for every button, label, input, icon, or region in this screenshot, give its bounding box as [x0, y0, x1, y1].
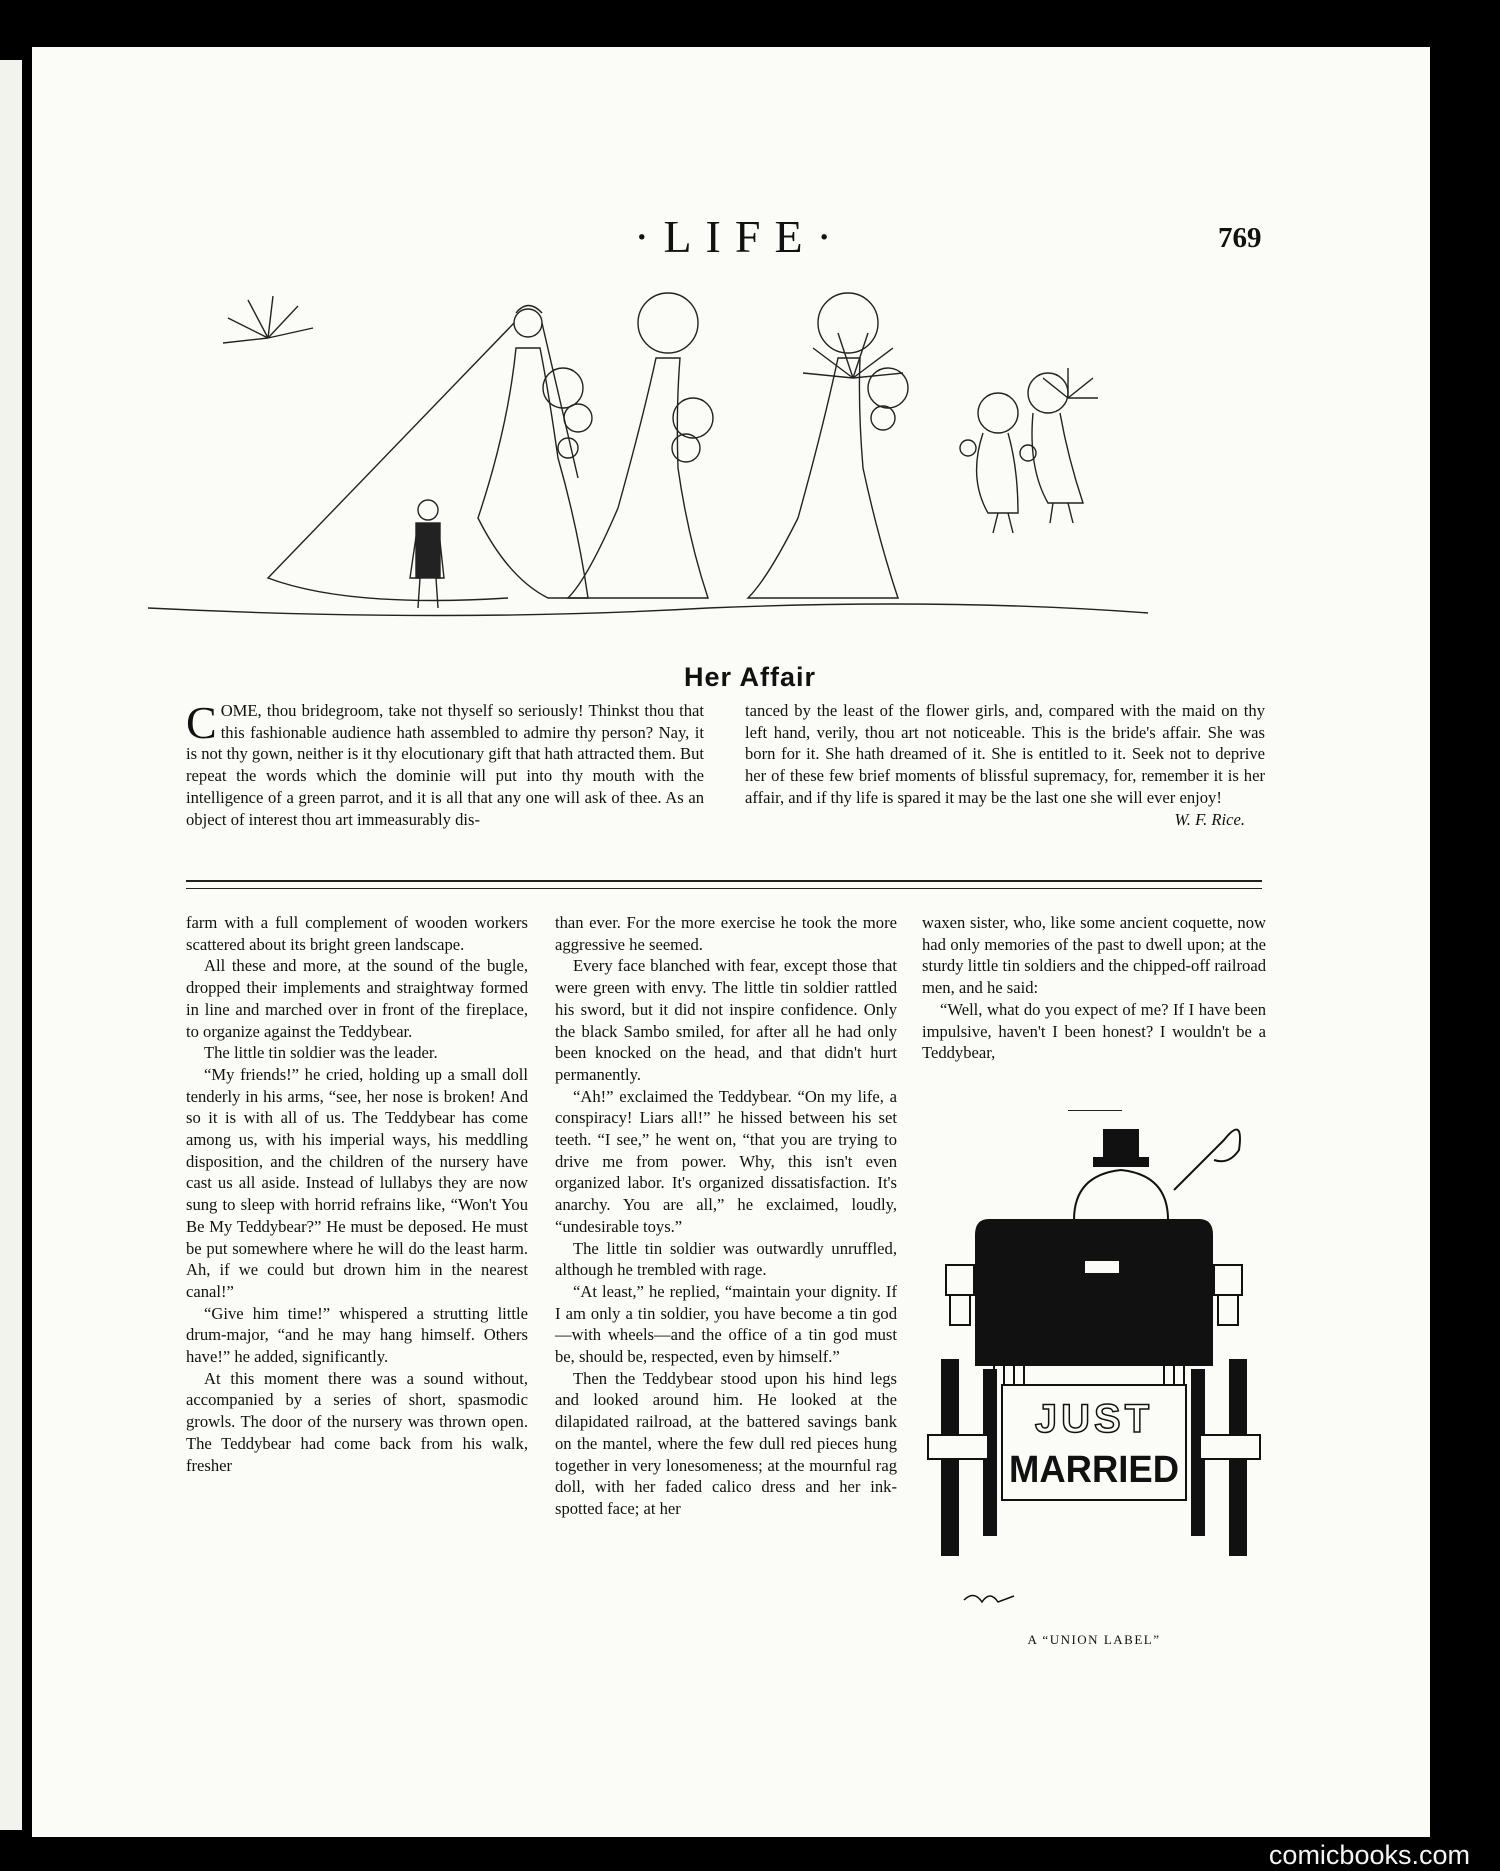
- firework-burst-center: [803, 333, 903, 378]
- article-text-left: OME, thou bridegroom, take not thyself so seriously! Thinkst thou that this fashionable audience hath assembled to admire thy person? Nay, it is not thy gown, neither is it thy elocutionary gift that hath attracted them. But repeat the words which the dominie will put into thy mouth with the intelligence of a green parrot, and it is all that any one will ask of thee. As an object of interest thou art immeasurably dis-: [186, 701, 704, 829]
- sign-line-married: MARRIED: [1009, 1449, 1179, 1491]
- paragraph: All these and more, at the sound of the bugle, dropped their implements and straightway formed in line and marched over in front of the fireplace, to organize against the Teddybear.: [186, 956, 528, 1041]
- cartoon-caption: A “UNION LABEL”: [1027, 1632, 1161, 1647]
- story-column-2: [555, 912, 897, 1520]
- paragraph: “At least,” he replied, “maintain your dignity. If I am only a tin soldier, you have become a tin god—with wheels—and the office of a tin god must be, should be, respected, even by himself.”: [555, 1281, 897, 1367]
- drop-cap: C: [186, 697, 217, 748]
- story-column-3: [922, 912, 1266, 1064]
- paragraph: Every face blanched with fear, except those that were green with envy. The little tin soldier rattled his sword, but it did not inspire confidence. Only the black Sambo smiled, for after all he had only been knocked on the head, and that didn't hurt permanently.: [555, 956, 897, 1084]
- watermark: comicbooks.com: [1268, 1840, 1470, 1870]
- just-married-carriage-cartoon: [924, 1120, 1264, 1630]
- article-text-right: tanced by the least of the flower girls, and, compared with the maid on thy left hand, verily, thou art not noticeable. This is the bride's affair. She was born for it. She hath dreamed of it. She is entitled to it. Seek not to deprive her of these few brief moments of blissful supremacy, for, remember it is her affair, and if thy life is spared it may be the last one she will ever enjoy!: [745, 701, 1265, 807]
- page-number: 769: [1218, 222, 1262, 254]
- article-column-left: [186, 697, 704, 830]
- article-column-right: [745, 700, 1265, 830]
- sign-line-just: JUST: [1034, 1397, 1154, 1441]
- paragraph: The little tin soldier was outwardly unruffled, although he trembled with rage.: [555, 1238, 897, 1280]
- article-title: Her Affair: [683, 662, 817, 692]
- firework-burst-right: [1043, 368, 1098, 398]
- paragraph: The little tin soldier was the leader.: [204, 1043, 438, 1063]
- short-rule: [1068, 1110, 1122, 1111]
- paragraph: “Give him time!” whispered a strutting little drum-major, “and he may hang himself. Others have!” he added, significantly.: [186, 1303, 528, 1367]
- wedding-procession-illustration: [148, 278, 1268, 638]
- groom-figure: [410, 500, 444, 608]
- story-column-1: [186, 912, 528, 1476]
- previous-page-edge: [0, 60, 22, 1830]
- article-signature: W. F. Rice.: [1174, 809, 1245, 829]
- paragraph: waxen sister, who, like some ancient coquette, now had only memories of the past to dwell upon; at the sturdy little tin soldiers and the chipped-off railroad men, and he said:: [922, 913, 1266, 998]
- section-divider: [186, 880, 1262, 889]
- bridesmaid-figure-2: [748, 293, 908, 598]
- paragraph: than ever. For the more exercise he took the more aggressive he seemed.: [555, 913, 897, 954]
- artist-signature: [964, 1595, 1014, 1602]
- firework-burst-left: [223, 296, 313, 343]
- paragraph: Then the Teddybear stood upon his hind legs and looked around him. He looked at the dilapidated railroad, at the battered savings bank on the mantel, where the few dull red pieces hung together in very lonesomeness; at the mournful rag doll, with her faded calico dress and her ink-spotted face; at her: [555, 1368, 897, 1518]
- paragraph: “My friends!” he cried, holding up a small doll tenderly in his arms, “see, her nose is broken! And so it is with all of us. The Teddybear has come among us, with his imperial ways, his meddling disposition, and the children of the nursery have cast us all aside. Instead of lullabys they are now sung to sleep with horrid refrains like, “Won't You Be My Teddybear?” He must be deposed. He must be put somewhere where he will do the least harm. Ah, if we could but drown him in the nearest canal!”: [186, 1064, 528, 1301]
- paragraph: farm with a full complement of wooden workers scattered about its bright green landscape.: [186, 913, 528, 954]
- paragraph: “Ah!” exclaimed the Teddybear. “On my life, a conspiracy! Liars all!” he hissed between his set teeth. “I see,” he went on, “that you are trying to drive me from power. Why, this isn't even organized labor. It's organized dissatisfaction. It's anarchy. You are all,” he exclaimed, loudly, “undesirable toys.”: [555, 1086, 897, 1236]
- ground-line: [148, 604, 1148, 616]
- flower-girls-figure: [960, 373, 1083, 533]
- paragraph: At this moment there was a sound without, accompanied by a series of short, spasmodic growls. The door of the nursery was thrown open. The Teddybear had come back from his walk, fresher: [186, 1368, 528, 1475]
- bridesmaid-figure-1: [568, 293, 713, 598]
- magazine-title: ·LIFE·: [634, 211, 846, 262]
- paragraph: “Well, what do you expect of me? If I have been impulsive, haven't I been honest? I wouldn't be a Teddybear,: [922, 999, 1266, 1063]
